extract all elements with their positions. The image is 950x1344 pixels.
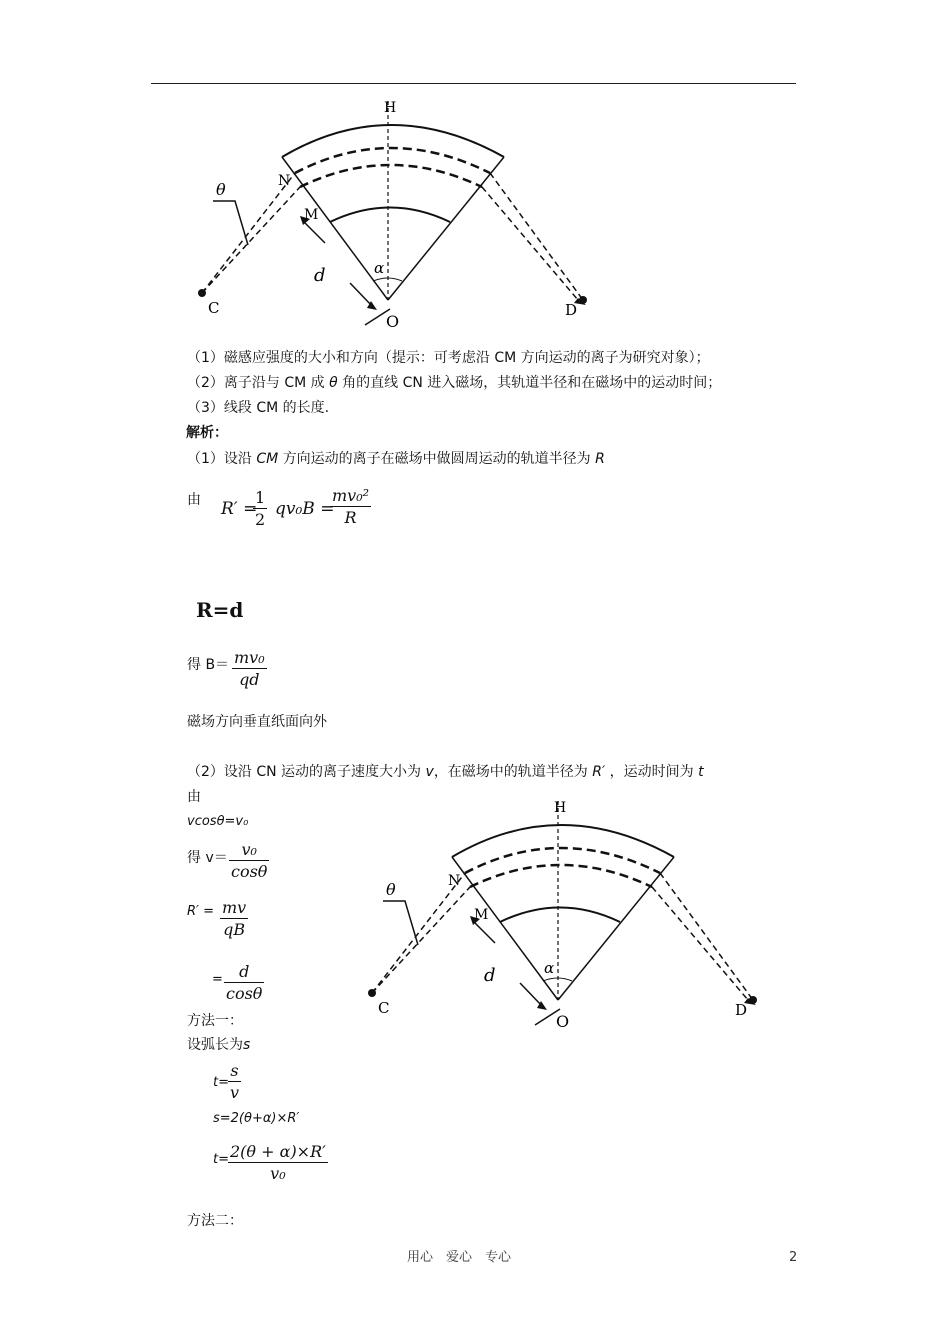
r-equals-d: R=d: [196, 598, 244, 622]
label-N: N: [278, 173, 291, 189]
question-1: （1）磁感应强度的大小和方向（提示：可考虑沿 CM 方向运动的离子为研究对象）；: [187, 350, 710, 366]
eq4-fraction: $\frac{mv}{qB}$: [222, 898, 247, 939]
equals-sign: =: [212, 972, 223, 987]
question-3: （3）线段 CM 的长度.: [187, 400, 330, 416]
solution-heading: 解析：: [186, 425, 228, 441]
label-alpha: α: [374, 259, 385, 277]
you-label: 由: [187, 492, 201, 508]
label-H: H: [384, 100, 397, 116]
magnetic-field-diagram-2: [360, 795, 770, 1030]
header-rule: [151, 83, 796, 84]
de-B-label: 得 B＝: [187, 657, 230, 673]
label-C: C: [208, 299, 220, 317]
method-one: 方法一：: [187, 1013, 243, 1029]
t-label-2: t=: [213, 1152, 229, 1167]
label-C-2: C: [378, 999, 390, 1017]
label-d-2: d: [484, 965, 496, 986]
solution-part1-intro: （1）设沿 CM 方向运动的离子在磁场中做圆周运动的轨道半径为 R: [187, 451, 605, 467]
label-O: O: [386, 312, 400, 330]
magnetic-field-diagram-1: [190, 95, 600, 330]
t-label: t=: [213, 1075, 229, 1090]
label-M: M: [304, 207, 319, 223]
vcos-equation: vcosθ=v₀: [187, 814, 249, 829]
page-number: 2: [789, 1250, 798, 1265]
label-theta: θ: [216, 180, 226, 199]
eq1-mid: qv₀B =: [275, 499, 335, 519]
label-D: D: [565, 301, 578, 319]
eq5-fraction: $\frac{d}{\cos\theta}$: [226, 962, 263, 1003]
label-alpha-2: α: [544, 959, 555, 977]
eq2-fraction: $\frac{\text{mv₀}}{qd}$: [234, 648, 265, 689]
eq3-fraction: $\frac{\text{v₀}}{\cos\theta}$: [231, 840, 268, 881]
de-v-label: 得 v＝: [187, 850, 228, 866]
label-theta-2: θ: [386, 880, 396, 899]
you-label-2: 由: [187, 789, 201, 805]
label-O-2: O: [556, 1012, 570, 1030]
field-direction: 磁场方向垂直纸面向外: [187, 714, 327, 730]
label-D-2: D: [735, 1001, 748, 1019]
arc-length-intro: 设弧长为s: [187, 1037, 251, 1053]
eq1-fraction: $\frac{\text{mv₀²}}{R}$: [332, 486, 370, 527]
eq6-fraction: $\frac{s}{v}$: [230, 1061, 240, 1102]
solution-part2-intro: （2）设沿 CN 运动的离子速度大小为 v，在磁场中的轨道半径为 R′ ，运动时间为 t: [187, 764, 704, 780]
footer-slogan: 用心 爱心 专心: [407, 1250, 512, 1265]
method-two: 方法二：: [187, 1213, 243, 1229]
rprime-label: R′ =: [187, 904, 215, 919]
label-H-2: H: [554, 800, 567, 816]
label-M-2: M: [474, 907, 489, 923]
label-N-2: N: [448, 873, 461, 889]
s-equation: s=2(θ+α)×R′: [213, 1111, 300, 1126]
eq1-lhs: R′ =: [221, 499, 258, 519]
eq7-fraction: $\frac{2(\theta + \alpha)\times R'}{\text{v₀}}$: [230, 1142, 326, 1183]
label-d: d: [314, 265, 326, 286]
eq1-half: $\frac{1}{2}$: [255, 488, 266, 529]
question-2: （2）离子沿与 CM 成 θ 角的直线 CN 进入磁场，其轨道半径和在磁场中的运动时间；: [187, 375, 722, 391]
